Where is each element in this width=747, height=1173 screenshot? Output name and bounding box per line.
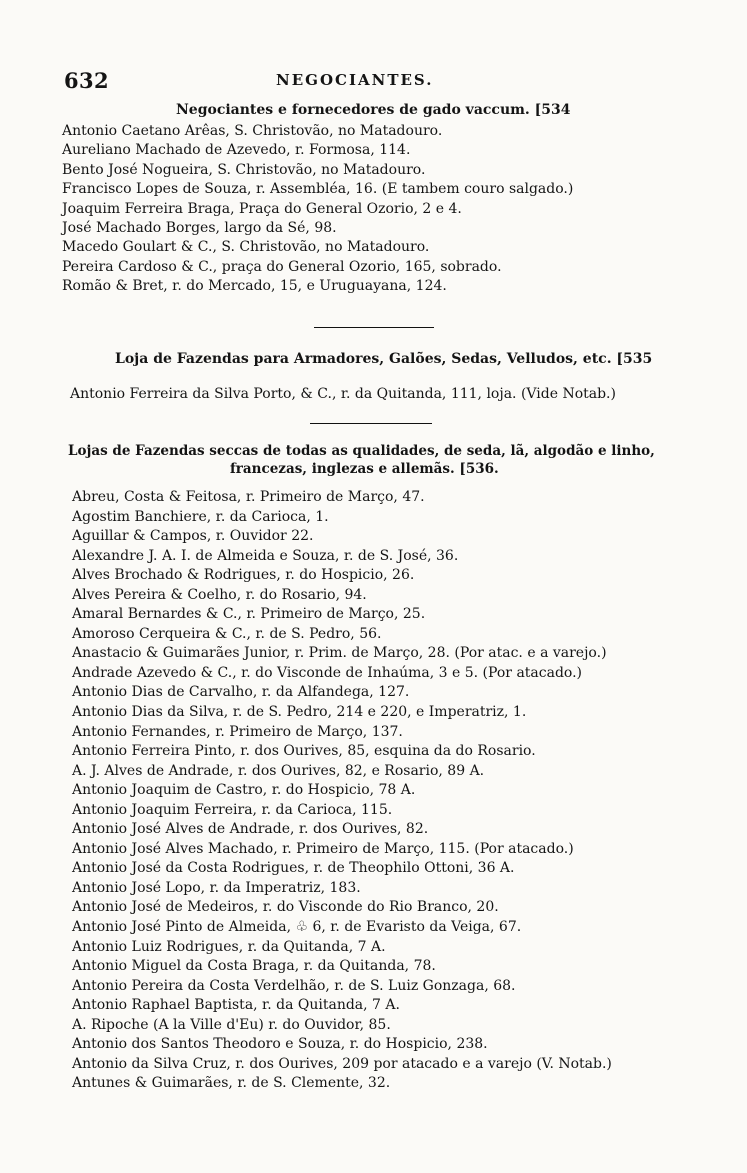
list-item: Antonio José Alves de Andrade, r. dos Ourives, 82. xyxy=(72,821,429,838)
list-item: Antonio José da Costa Rodrigues, r. de Theophilo Ottoni, 36 A. xyxy=(72,860,515,877)
list-item: Antonio Miguel da Costa Braga, r. da Quitanda, 78. xyxy=(72,958,436,975)
list-item: Antonio Ferreira da Silva Porto, & C., r. da Quitanda, 111, loja. (Vide Notab.) xyxy=(70,386,616,402)
section-heading-line: francezas, inglezas e allemãs. [536. xyxy=(230,461,499,477)
entry-list-534 xyxy=(62,122,573,297)
list-item: Andrade Azevedo & C., r. do Visconde de Inhaúma, 3 e 5. (Por atacado.) xyxy=(72,664,583,681)
list-item: Antonio Pereira da Costa Verdelhão, r. de S. Luiz Gonzaga, 68. xyxy=(72,977,516,994)
section-heading-line: Negociantes e fornecedores de gado vaccum. [534 xyxy=(176,102,571,118)
list-item: Antonio Raphael Baptista, r. da Quitanda, 7 A. xyxy=(72,997,400,1014)
list-item: Antonio José Pinto de Almeida, ♧ 6, r. de Evaristo da Veiga, 67. xyxy=(72,919,522,936)
list-item: Antonio da Silva Cruz, r. dos Ourives, 209 por atacado e a varejo (V. Notab.) xyxy=(72,1055,612,1072)
list-item: Alves Brochado & Rodrigues, r. do Hospicio, 26. xyxy=(72,567,415,584)
section-heading-line: Loja de Fazendas para Armadores, Galões, Sedas, Velludos, etc. [535 xyxy=(115,351,653,367)
list-item: Anastacio & Guimarães Junior, r. Prim. de Março, 28. (Por atac. e a varejo.) xyxy=(72,645,607,662)
list-item: Alexandre J. A. I. de Almeida e Souza, r. de S. José, 36. xyxy=(72,547,459,564)
list-item: Antonio José Lopo, r. da Imperatriz, 183. xyxy=(72,879,361,896)
list-item: Antonio Dias de Carvalho, r. da Alfandega, 127. xyxy=(72,684,410,701)
list-item: Antonio Luiz Rodrigues, r. da Quitanda, 7 A. xyxy=(72,938,386,955)
list-item: Romão & Bret, r. do Mercado, 15, e Uruguayana, 124. xyxy=(62,278,447,295)
list-item: Antonio Ferreira Pinto, r. dos Ourives, 85, esquina da do Rosario. xyxy=(72,743,536,760)
list-item: Bento José Nogueira, S. Christovão, no Matadouro. xyxy=(62,161,426,178)
list-item: Antunes & Guimarães, r. de S. Clemente, 32. xyxy=(72,1075,391,1092)
list-item: A. J. Alves de Andrade, r. dos Ourives, 82, e Rosario, 89 A. xyxy=(72,762,485,779)
list-item: Agostim Banchiere, r. da Carioca, 1. xyxy=(72,508,329,525)
list-item: José Machado Borges, largo da Sé, 98. xyxy=(62,220,337,237)
page-header xyxy=(64,68,688,94)
section-heading-534 xyxy=(176,101,571,119)
list-item: Antonio Fernandes, r. Primeiro de Março, 137. xyxy=(72,723,403,740)
list-item: Antonio Dias da Silva, r. de S. Pedro, 214 e 220, e Imperatriz, 1. xyxy=(72,704,527,721)
list-item: Alves Pereira & Coelho, r. do Rosario, 94. xyxy=(72,586,367,603)
section-divider xyxy=(314,327,434,328)
list-item: Abreu, Costa & Feitosa, r. Primeiro de Março, 47. xyxy=(72,489,425,505)
list-item: Aureliano Machado de Azevedo, r. Formosa, 114. xyxy=(62,142,411,159)
list-item: Pereira Cardoso & C., praça do General Ozorio, 165, sobrado. xyxy=(62,258,502,275)
running-head: NEGOCIANTES. xyxy=(276,71,434,89)
list-item: Macedo Goulart & C., S. Christovão, no Matadouro. xyxy=(62,239,430,256)
list-item: Antonio José de Medeiros, r. do Visconde do Rio Branco, 20. xyxy=(72,899,499,916)
list-item: Joaquim Ferreira Braga, Praça do General Ozorio, 2 e 4. xyxy=(62,200,462,217)
section-heading-535 xyxy=(115,350,652,368)
list-item: Amaral Bernardes & C., r. Primeiro de Março, 25. xyxy=(72,606,426,623)
list-item: Francisco Lopes de Souza, r. Assembléa, 16. (E tambem couro salgado.) xyxy=(62,181,574,198)
list-item: Amoroso Cerqueira & C., r. de S. Pedro, 56. xyxy=(72,625,382,642)
entry-list-536 xyxy=(72,488,612,1094)
page-number: 632 xyxy=(64,68,110,93)
list-item: Antonio José Alves Machado, r. Primeiro de Março, 115. (Por atacado.) xyxy=(72,840,574,857)
list-item: Antonio Joaquim Ferreira, r. da Carioca, 115. xyxy=(72,801,393,818)
list-item: Antonio Caetano Arêas, S. Christovão, no Matadouro. xyxy=(62,123,443,139)
section-heading-line: Lojas de Fazendas seccas de todas as qualidades, de seda, lã, algodão e linho, xyxy=(68,443,655,459)
list-item: Aguillar & Campos, r. Ouvidor 22. xyxy=(72,528,314,545)
list-item: A. Ripoche (A la Ville d'Eu) r. do Ouvidor, 85. xyxy=(72,1016,391,1033)
section-heading-536 xyxy=(68,442,655,478)
list-item: Antonio dos Santos Theodoro e Souza, r. do Hospicio, 238. xyxy=(72,1036,488,1053)
list-item: Antonio Joaquim de Castro, r. do Hospicio, 78 A. xyxy=(72,782,416,799)
section-divider xyxy=(310,423,432,424)
